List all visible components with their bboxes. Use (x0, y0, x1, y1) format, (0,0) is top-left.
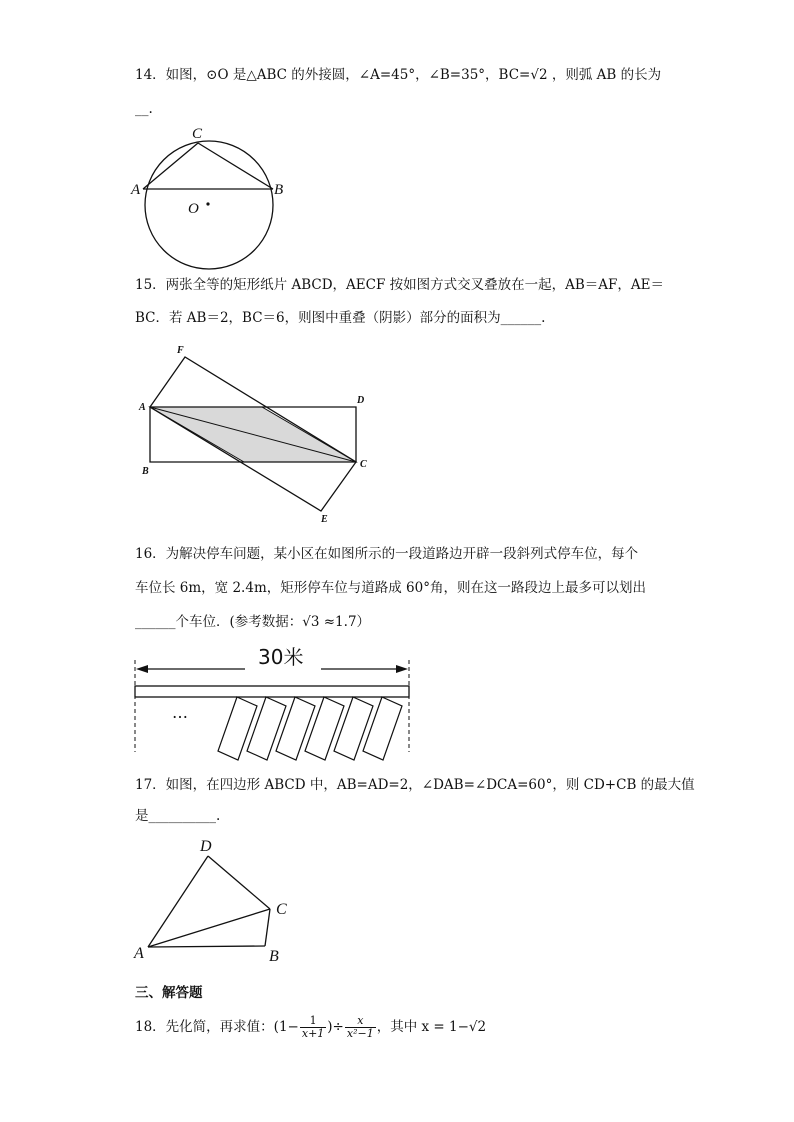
label-D: D (357, 395, 365, 406)
label-E: E (321, 514, 328, 525)
segment-DC (208, 856, 270, 909)
q14-circle-figure (130, 120, 290, 265)
q18-fraction-2 (345, 1015, 376, 1040)
q18-frac1-numerator: 1 (300, 1015, 326, 1028)
q16-text-line3: ______个车位．(参考数据：√3 ≈1.7） (135, 614, 371, 630)
q17-quadrilateral-figure (132, 832, 302, 967)
q17-text-line2: 是__________. (135, 808, 221, 824)
segment-AD (148, 856, 208, 947)
q14-text-line2: __. (135, 101, 153, 117)
q18-fraction-1 (300, 1015, 326, 1040)
label-B: B (142, 466, 149, 477)
q18-prefix: 18．先化简，再求值：(1− (135, 1019, 299, 1035)
label-B: B (269, 948, 279, 965)
label-C: C (276, 901, 287, 918)
q18-text (135, 1012, 486, 1042)
label-O: O (188, 201, 199, 217)
arrowhead-left (136, 665, 148, 673)
q14-text-line1: 14．如图，⊙O 是△ABC 的外接圆，∠A=45°，∠B=35°，BC=√2 ，则弧 AB 的长为 (135, 67, 662, 83)
label-C: C (360, 459, 367, 470)
q16-parking-figure (128, 640, 423, 760)
q18-frac2-numerator: x (345, 1015, 376, 1028)
label-C: C (192, 126, 203, 142)
segment-CB (198, 143, 273, 189)
section-title: 三、解答题 (135, 985, 203, 1001)
segment-AB (148, 946, 265, 947)
segment-CB (265, 909, 270, 946)
q18-suffix: ，其中 x = 1−√2 (376, 1019, 487, 1035)
q15-text-line1: 15．两张全等的矩形纸片 ABCD，AECF 按如图方式交叉叠放在一起，AB＝AF，AE＝ (135, 277, 665, 293)
center-point-O (206, 202, 209, 205)
q18-frac2-denominator: x²−1 (346, 1027, 374, 1040)
label-A: A (139, 402, 146, 413)
label-A: A (134, 945, 144, 962)
q17-text-line1: 17．如图，在四边形 ABCD 中，AB=AD=2，∠DAB=∠DCA=60°，则 CD+CB 的最大值 (135, 777, 695, 793)
label-B: B (274, 182, 284, 198)
q15-text-line2: BC．若 AB＝2，BC＝6，则图中重叠（阴影）部分的面积为______. (135, 310, 546, 326)
segment-AC (148, 909, 270, 947)
road (135, 686, 409, 697)
q18-mid: )÷ (327, 1019, 344, 1035)
segment-AC (143, 143, 198, 189)
label-A: A (131, 182, 141, 198)
q16-text-line1: 16．为解决停车问题，某小区在如图所示的一段道路边开辟一段斜列式停车位，每个 (135, 546, 639, 562)
label-F: F (177, 345, 184, 356)
label-D: D (200, 838, 212, 855)
q15-rectangles-figure (138, 340, 378, 525)
arrowhead-right (396, 665, 408, 673)
q18-frac1-denominator: x+1 (301, 1027, 325, 1040)
q16-text-line2: 车位长 6m，宽 2.4m，矩形停车位与道路成 60°角，则在这一路段边上最多可以划出 (135, 580, 646, 596)
parking-spaces (218, 697, 402, 760)
ellipsis: … (172, 703, 188, 722)
length-label: 30米 (258, 645, 304, 669)
